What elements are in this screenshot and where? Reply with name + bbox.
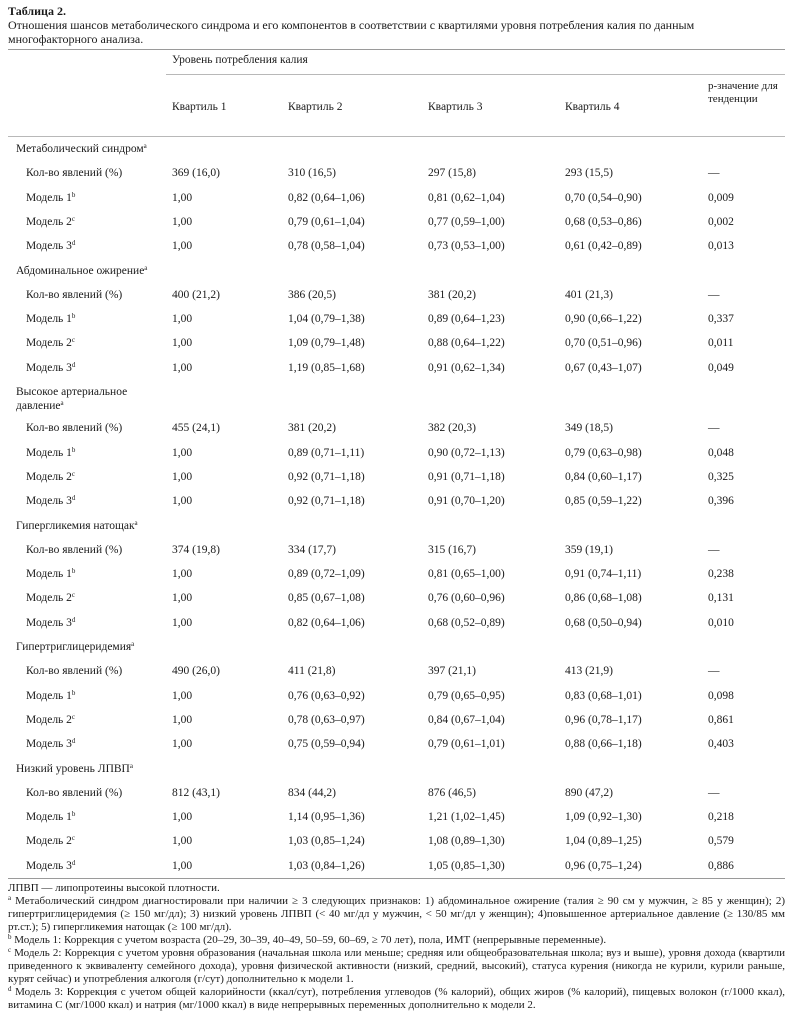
cell-p: 0,013 <box>708 240 734 253</box>
cell-q1: 1,00 <box>172 592 193 605</box>
header-sub-rule <box>166 74 785 75</box>
footnote-1: ЛПВП — липопротеины высокой плотности. <box>8 882 220 894</box>
cell-q2: 1,14 (0,95–1,36) <box>288 811 365 824</box>
cell-q4: 0,70 (0,54–0,90) <box>565 191 642 204</box>
cell-q3: 381 (20,2) <box>428 288 476 301</box>
header-quartile-2: Квартиль 2 <box>288 101 343 113</box>
cell-q3: 0,81 (0,62–1,04) <box>428 191 505 204</box>
cell-p: 0,861 <box>708 713 734 726</box>
cell-q3: 0,68 (0,52–0,89) <box>428 616 505 629</box>
cell-q4: 0,91 (0,74–1,11) <box>565 568 642 581</box>
row-label: Модель 1$^b$ <box>26 688 76 702</box>
footnote-mark: d <box>71 360 76 369</box>
row-label: Модель 1$^b$ <box>26 190 76 204</box>
cell-q2: 0,89 (0,71–1,11) <box>288 446 365 459</box>
cell-p: 0,337 <box>708 313 734 326</box>
row-label: Кол-во явлений (%) <box>26 422 123 435</box>
cell-q1: 400 (21,2) <box>172 288 220 301</box>
cell-p: 0,049 <box>708 361 734 374</box>
cell-q4: 0,68 (0,53–0,86) <box>565 215 642 228</box>
cell-q1: 490 (26,0) <box>172 665 220 678</box>
cell-p: — <box>708 167 720 180</box>
cell-q4: 401 (21,3) <box>565 288 613 301</box>
cell-q2: 0,76 (0,63–0,92) <box>288 689 365 702</box>
cell-p: 0,048 <box>708 446 734 459</box>
cell-q1: 1,00 <box>172 191 193 204</box>
cell-q4: 0,84 (0,60–1,17) <box>565 470 642 483</box>
cell-q2: 0,82 (0,64–1,06) <box>288 616 365 629</box>
footnote-4: $^c$ Модель 2: Коррекция с учетом уровня образования (начальная школа или меньше; средняя или общеобразовательная школа; вуз и выше), уровня дохода (квартили приведенного к эквиваленту семейного дохода), уровня физической активности (низкий, средний, высокий), статуса курения (никогда не курили, курили раньше, курят сейчас) и употребления алкоголя (г/сут) дополнительно к модели 1. <box>8 946 785 985</box>
table-bottom-rule <box>8 878 785 879</box>
cell-q2: 1,03 (0,84–1,26) <box>288 859 365 872</box>
cell-p: — <box>708 422 720 435</box>
row-label: Модель 1$^b$ <box>26 445 76 459</box>
cell-q3: 1,05 (0,85–1,30) <box>428 859 505 872</box>
cell-q2: 0,78 (0,63–0,97) <box>288 713 365 726</box>
footnote-mark: b <box>71 688 76 697</box>
footnote-mark: c <box>71 591 76 600</box>
cell-q1: 1,00 <box>172 446 193 459</box>
footnote-mark: a <box>60 399 64 407</box>
cell-q3: 1,08 (0,89–1,30) <box>428 835 505 848</box>
cell-q2: 0,89 (0,72–1,09) <box>288 568 365 581</box>
cell-q4: 0,68 (0,50–0,94) <box>565 616 642 629</box>
header-bottom-rule <box>8 136 785 137</box>
header-quartile-4: Квартиль 4 <box>565 101 620 113</box>
cell-q2: 411 (21,8) <box>288 665 336 678</box>
footnote-mark: d <box>71 239 76 248</box>
cell-p: 0,403 <box>708 738 734 751</box>
header-quartile-1: Квартиль 1 <box>172 101 227 113</box>
cell-q2: 310 (16,5) <box>288 167 336 180</box>
cell-q4: 0,67 (0,43–1,07) <box>565 361 642 374</box>
cell-q1: 1,00 <box>172 337 193 350</box>
footnotes <box>8 882 785 1012</box>
cell-q4: 413 (21,9) <box>565 665 613 678</box>
cell-q1: 1,00 <box>172 859 193 872</box>
cell-p: 0,396 <box>708 495 734 508</box>
cell-p: — <box>708 288 720 301</box>
cell-q4: 0,85 (0,59–1,22) <box>565 495 642 508</box>
cell-q1: 1,00 <box>172 313 193 326</box>
cell-q3: 0,89 (0,64–1,23) <box>428 313 505 326</box>
footnote-mark: b <box>71 810 76 819</box>
cell-q3: 397 (21,1) <box>428 665 476 678</box>
cell-q3: 0,73 (0,53–1,00) <box>428 240 505 253</box>
cell-q4: 0,88 (0,66–1,18) <box>565 738 642 751</box>
cell-q2: 0,79 (0,61–1,04) <box>288 215 365 228</box>
group-title: Высокое артериальное <box>16 386 128 398</box>
cell-q1: 1,00 <box>172 616 193 629</box>
footnote-5: $^d$ Модель 3: Коррекция с учетом общей калорийности (ккал/сут), потребления углеводов (% калорий), общих жиров (% калорий), пищевых волокон (г/1000 ккал), витамина С (мг/1000 ккал) и натрия (мг/1000 ккал) в виде непрерывных переменных дополнительно к модели 2. <box>8 985 785 1011</box>
group-title-cont: давление$^a$ <box>16 399 64 412</box>
footnote-mark: c <box>71 336 76 345</box>
cell-q1: 812 (43,1) <box>172 786 220 799</box>
footnote-mark: c <box>8 946 12 954</box>
group-title: Гипергликемия натощак$^a$ <box>16 518 138 532</box>
cell-q3: 1,21 (1,02–1,45) <box>428 811 505 824</box>
cell-q4: 0,86 (0,68–1,08) <box>565 592 642 605</box>
row-label: Модель 2$^c$ <box>26 834 76 848</box>
row-label: Модель 3$^d$ <box>26 615 76 629</box>
row-label: Модель 2$^c$ <box>26 336 76 350</box>
footnote-mark: b <box>71 312 76 321</box>
cell-p: — <box>708 786 720 799</box>
cell-p: 0,010 <box>708 616 734 629</box>
table-caption: Отношения шансов метаболического синдрома и его компонентов в соответствии с квартилями уровня потребления калия по данным многофакторного анализа. <box>8 18 695 46</box>
cell-q2: 386 (20,5) <box>288 288 336 301</box>
footnote-mark: d <box>71 615 76 624</box>
cell-q3: 0,91 (0,70–1,20) <box>428 495 505 508</box>
cell-p: — <box>708 665 720 678</box>
cell-q2: 0,82 (0,64–1,06) <box>288 191 365 204</box>
cell-q3: 382 (20,3) <box>428 422 476 435</box>
table-page <box>8 4 785 1011</box>
cell-q1: 1,00 <box>172 738 193 751</box>
cell-q1: 1,00 <box>172 713 193 726</box>
cell-q3: 0,76 (0,60–0,96) <box>428 592 505 605</box>
row-label: Модель 1$^b$ <box>26 312 76 326</box>
cell-q3: 315 (16,7) <box>428 543 476 556</box>
footnote-2: $^a$ Метаболический синдром диагностировали при наличии ≥ 3 следующих признаков: 1) абдоминальное ожирение (талия ≥ 90 см у мужчин, ≥ 85 у женщин); 2) гипертриглицеридемия (≥ 150 мг/дл); 3) низкий уровень ЛПВП (< 40 мг/дл у мужчин, < 50 мг/дл у женщин); 4)повышенное артериальное давление (≥ 130/85 мм рт.ст.); 5) гипергликемия натощак (≥ 100 мг/дл). <box>8 894 785 933</box>
header-p-trend: р-значение для тенденции <box>708 80 778 105</box>
cell-q4: 1,04 (0,89–1,25) <box>565 835 642 848</box>
row-label: Модель 2$^c$ <box>26 214 76 228</box>
header-quartile-3: Квартиль 3 <box>428 101 483 113</box>
cell-p: 0,011 <box>708 337 734 350</box>
row-label: Модель 2$^c$ <box>26 469 76 483</box>
cell-q3: 0,81 (0,65–1,00) <box>428 568 505 581</box>
cell-q4: 0,83 (0,68–1,01) <box>565 689 642 702</box>
cell-q2: 1,09 (0,79–1,48) <box>288 337 365 350</box>
cell-q4: 890 (47,2) <box>565 786 613 799</box>
row-label: Модель 2$^c$ <box>26 712 76 726</box>
cell-p: 0,002 <box>708 215 734 228</box>
cell-q1: 1,00 <box>172 689 193 702</box>
cell-q4: 1,09 (0,92–1,30) <box>565 811 642 824</box>
cell-q4: 349 (18,5) <box>565 422 613 435</box>
cell-q3: 876 (46,5) <box>428 786 476 799</box>
table-top-rule <box>8 49 785 50</box>
cell-p: 0,098 <box>708 689 734 702</box>
row-label: Кол-во явлений (%) <box>26 543 123 556</box>
row-label: Кол-во явлений (%) <box>26 288 123 301</box>
cell-q3: 0,91 (0,62–1,34) <box>428 361 505 374</box>
row-label: Модель 3$^d$ <box>26 737 76 751</box>
group-title: Метаболический синдром$^a$ <box>16 142 147 155</box>
group-title: Абдоминальное ожирение$^a$ <box>16 263 148 277</box>
header-potassium-level: Уровень потребления калия <box>172 54 308 66</box>
cell-q2: 0,75 (0,59–0,94) <box>288 738 365 751</box>
footnote-mark: b <box>71 567 76 576</box>
footnote-mark: a <box>144 263 148 272</box>
cell-q4: 293 (15,5) <box>565 167 613 180</box>
cell-q3: 0,79 (0,65–0,95) <box>428 689 505 702</box>
cell-q1: 1,00 <box>172 568 193 581</box>
cell-q4: 0,79 (0,63–0,98) <box>565 446 642 459</box>
cell-q2: 1,03 (0,85–1,24) <box>288 835 365 848</box>
cell-q4: 0,61 (0,42–0,89) <box>565 240 642 253</box>
cell-q2: 834 (44,2) <box>288 786 336 799</box>
footnote-mark: a <box>143 142 147 150</box>
cell-p: 0,325 <box>708 470 734 483</box>
cell-q4: 0,70 (0,51–0,96) <box>565 337 642 350</box>
cell-p: — <box>708 543 720 556</box>
cell-q3: 0,88 (0,64–1,22) <box>428 337 505 350</box>
cell-q1: 374 (19,8) <box>172 543 220 556</box>
cell-q2: 1,19 (0,85–1,68) <box>288 361 365 374</box>
footnote-mark: d <box>71 494 76 503</box>
cell-q4: 0,90 (0,66–1,22) <box>565 313 642 326</box>
footnote-mark: c <box>71 469 76 478</box>
footnote-mark: c <box>71 712 76 721</box>
cell-q3: 0,77 (0,59–1,00) <box>428 215 505 228</box>
cell-q2: 334 (17,7) <box>288 543 336 556</box>
row-label: Модель 1$^b$ <box>26 810 76 824</box>
cell-q2: 0,78 (0,58–1,04) <box>288 240 365 253</box>
row-label: Модель 1$^b$ <box>26 567 76 581</box>
cell-p: 0,131 <box>708 592 734 605</box>
cell-q4: 359 (19,1) <box>565 543 613 556</box>
footnote-mark: d <box>71 858 76 867</box>
cell-q2: 381 (20,2) <box>288 422 336 435</box>
row-label: Модель 2$^c$ <box>26 591 76 605</box>
cell-p: 0,579 <box>708 835 734 848</box>
footnote-mark: a <box>131 640 135 648</box>
cell-q1: 455 (24,1) <box>172 422 220 435</box>
footnote-mark: d <box>71 737 76 746</box>
table-title: Таблица 2. <box>8 4 66 18</box>
cell-q1: 369 (16,0) <box>172 167 220 180</box>
group-title: Гипертриглицеридемия$^a$ <box>16 640 135 653</box>
footnote-mark: d <box>8 985 12 993</box>
group-title: Низкий уровень ЛПВП$^a$ <box>16 761 133 775</box>
footnote-3: $^b$ Модель 1: Коррекция с учетом возраста (20–29, 30–39, 40–49, 50–59, 60–69, ≥ 70 лет), пола, ИМТ (непрерывные переменные). <box>8 933 607 946</box>
cell-q1: 1,00 <box>172 811 193 824</box>
cell-p: 0,238 <box>708 568 734 581</box>
cell-q3: 0,90 (0,72–1,13) <box>428 446 505 459</box>
row-label: Модель 3$^d$ <box>26 360 76 374</box>
cell-p: 0,009 <box>708 191 734 204</box>
footnote-mark: c <box>71 214 76 223</box>
cell-q2: 0,92 (0,71–1,18) <box>288 495 365 508</box>
cell-q2: 1,04 (0,79–1,38) <box>288 313 365 326</box>
footnote-mark: a <box>134 518 138 527</box>
cell-q2: 0,85 (0,67–1,08) <box>288 592 365 605</box>
cell-q1: 1,00 <box>172 240 193 253</box>
footnote-mark: b <box>8 933 12 941</box>
row-label: Кол-во явлений (%) <box>26 665 123 678</box>
cell-q3: 0,84 (0,67–1,04) <box>428 713 505 726</box>
footnote-mark: a <box>129 761 133 770</box>
cell-q4: 0,96 (0,75–1,24) <box>565 859 642 872</box>
cell-q4: 0,96 (0,78–1,17) <box>565 713 642 726</box>
cell-q1: 1,00 <box>172 470 193 483</box>
row-label: Кол-во явлений (%) <box>26 786 123 799</box>
footnote-mark: c <box>71 834 76 843</box>
footnote-mark: a <box>8 894 12 902</box>
row-label: Модель 3$^d$ <box>26 494 76 508</box>
cell-q2: 0,92 (0,71–1,18) <box>288 470 365 483</box>
row-label: Модель 3$^d$ <box>26 858 76 872</box>
cell-q1: 1,00 <box>172 215 193 228</box>
cell-q1: 1,00 <box>172 495 193 508</box>
cell-q1: 1,00 <box>172 835 193 848</box>
cell-p: 0,218 <box>708 811 734 824</box>
cell-q3: 0,91 (0,71–1,18) <box>428 470 505 483</box>
cell-p: 0,886 <box>708 859 734 872</box>
cell-q1: 1,00 <box>172 361 193 374</box>
cell-q3: 0,79 (0,61–1,01) <box>428 738 505 751</box>
footnote-mark: b <box>71 190 76 199</box>
footnote-mark: b <box>71 445 76 454</box>
row-label: Кол-во явлений (%) <box>26 167 123 180</box>
cell-q3: 297 (15,8) <box>428 167 476 180</box>
row-label: Модель 3$^d$ <box>26 239 76 253</box>
